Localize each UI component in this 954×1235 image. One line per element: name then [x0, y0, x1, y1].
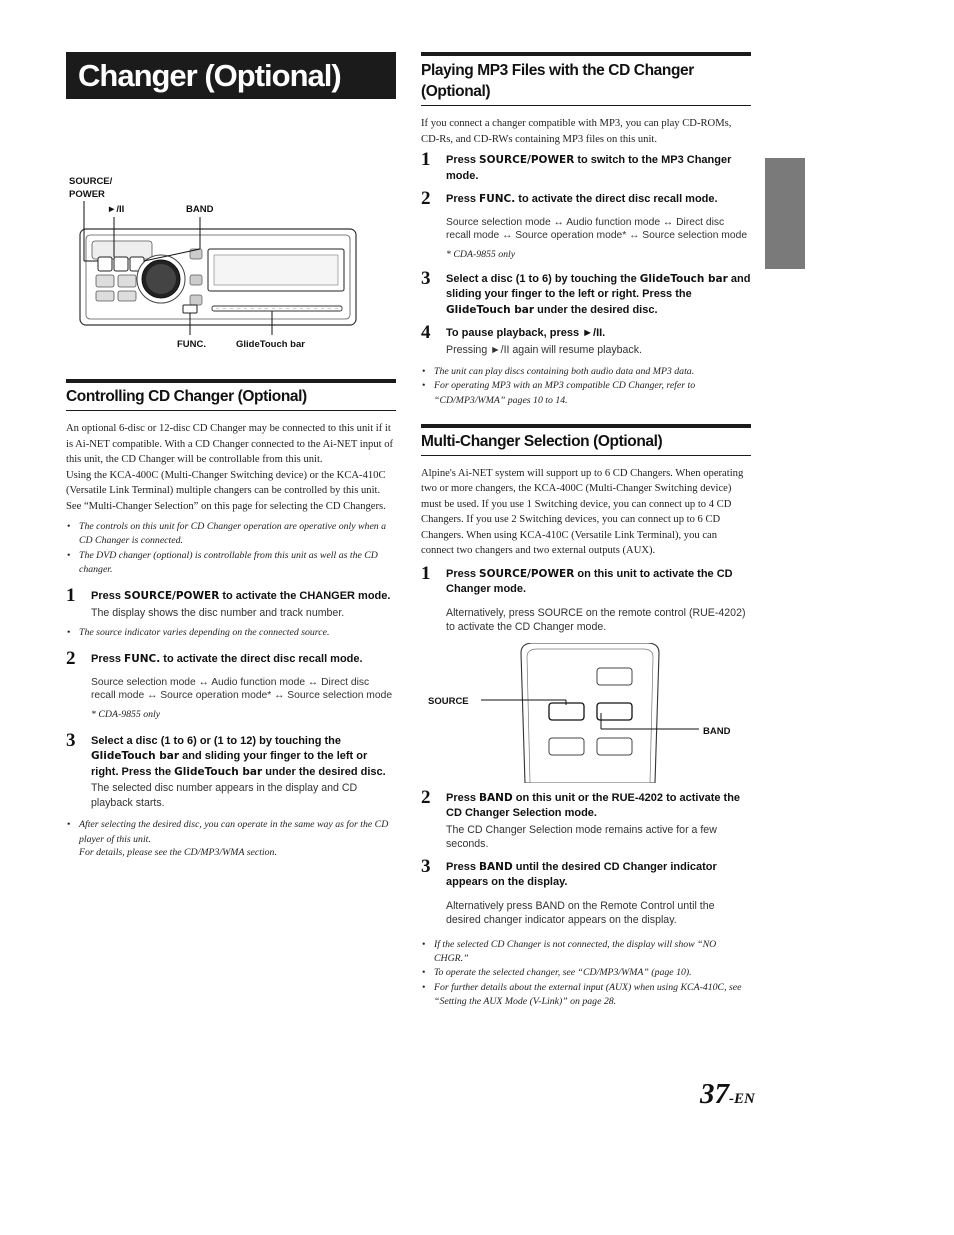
step-text: Press: [446, 154, 480, 166]
step-number: 2: [421, 786, 431, 808]
step-text: to switch to the MP3 Changer mode.: [446, 154, 732, 182]
step-instruction: [446, 791, 751, 822]
step-text: on this unit to activate the CD Changer mode.: [446, 567, 733, 596]
note-item: • To operate the selected changer, see “CD/MP3/WMA” (page 10).: [421, 966, 751, 980]
mp3-step-3: [421, 267, 751, 319]
note-item: • The source indicator varies depending on the connected source.: [66, 626, 396, 640]
step-keyword: SOURCE/POWER: [479, 154, 575, 166]
step-keyword: BAND: [479, 860, 513, 873]
step-keyword: FUNC.: [479, 193, 516, 205]
step-text: Press: [446, 791, 480, 804]
mp3-heading-line1: Playing MP3 Files with the CD Changer: [421, 62, 694, 79]
step-keyword: SOURCE/POWER: [479, 567, 575, 580]
multi-notes: [421, 938, 751, 1009]
mp3-notes: [421, 365, 751, 408]
step-text: under the desired disc.: [534, 303, 658, 316]
step-number: 2: [66, 648, 76, 670]
page-number: [700, 1078, 755, 1111]
remote-figure: [421, 643, 751, 783]
multi-para: Alpine's Ai-NET system will support up to 6 CD Changers. When operating two or more changers, the KCA-400C (Multi-Changer Switching device) must be used. If you use 1 Switching device, you can connect up to 4 CD Changers. If you use 2 Switching devices, you can connect up to 6 CD Changers. When using KCA-410C (Versatile Link Terminal), you can connect two changers and two external outputs (AUX).: [421, 467, 744, 557]
controlling-notes: [66, 520, 396, 577]
mp3-para: If you connect a changer compatible with MP3, you can play CD-ROMs, CD-Rs, and CD-RWs containing MP3 files on this unit.: [421, 118, 732, 145]
step-instruction: [91, 734, 396, 781]
multi-step-2: [421, 786, 751, 852]
step-text: to activate the CHANGER mode.: [219, 590, 391, 603]
mp3-heading: [421, 52, 751, 106]
step-footnote: * CDA-9855 only: [446, 248, 516, 260]
note-item: • For operating MP3 with an MP3 compatible CD Changer, refer to “CD/MP3/WMA” pages 10 to 14.: [421, 379, 751, 408]
step-number: 1: [421, 149, 431, 170]
right-column: [421, 52, 751, 1009]
step-number: 2: [421, 188, 431, 209]
note-item: • The unit can play discs containing both audio data and MP3 data.: [421, 365, 751, 379]
step-description: Alternatively, press SOURCE on the remote control (RUE-4202) to activate the CD Changer mode.: [446, 606, 746, 634]
step-number: 1: [421, 562, 431, 584]
step-instruction: [91, 652, 396, 668]
step-instruction: [91, 589, 396, 605]
step-number: 4: [421, 322, 431, 343]
step-text: and sliding your finger to the left or right. Press the: [91, 750, 368, 778]
step-text: to activate the direct disc recall mode.: [515, 193, 718, 205]
controlling-step-2: [66, 648, 396, 720]
label-glidetouch: GlideTouch bar: [236, 339, 305, 350]
step-instruction: [446, 567, 751, 598]
step-keyword: SOURCE/POWER: [124, 590, 220, 603]
controlling-para3: See “Multi-Changer Selection” on this page for selecting the CD Changers.: [66, 500, 386, 512]
controlling-para1: An optional 6-disc or 12-disc CD Changer may be connected to this unit if it is Ai-NET compatible. With a CD Changer connected to the Ai-NET input of this unit, the CD Changer will be controllable from this unit.: [66, 423, 394, 465]
head-unit-figure: [66, 99, 396, 379]
remote-drawing: [421, 643, 751, 783]
step-instruction: [446, 860, 751, 891]
step-text: Press: [91, 590, 125, 603]
left-column: [66, 52, 396, 858]
controlling-step-1: [66, 585, 396, 620]
step-description: Source selection mode ↔ Audio function mode ↔ Direct disc recall mode ↔ Source operation mode* ↔ Source selection mode: [446, 216, 748, 241]
step-number: 3: [421, 267, 431, 289]
mp3-step-1: [421, 149, 751, 184]
step-keyword: GlideTouch bar: [446, 303, 535, 316]
note-item: • The DVD changer (optional) is controllable from this unit as well as the CD changer.: [66, 549, 396, 578]
note-item: • If the selected CD Changer is not connected, the display will show “NO CHGR.”: [421, 938, 751, 967]
controlling-heading: Controlling CD Changer (Optional): [66, 379, 396, 411]
label-func: FUNC.: [177, 339, 207, 350]
head-unit-drawing: [66, 99, 396, 379]
step-keyword: GlideTouch bar: [639, 272, 728, 285]
step-text: Press: [446, 567, 480, 580]
step-text: Select a disc (1 to 6) by touching the: [446, 272, 640, 285]
mp3-step-4: [421, 322, 751, 357]
controlling-para2: Using the KCA-400C (Multi-Changer Switching device) or the KCA-410C (Versatile Link Terminal) multiple changers can be controlled by this unit.: [66, 469, 386, 496]
label-band: BAND: [186, 204, 214, 215]
step-instruction: [446, 272, 751, 319]
step-text: Press: [446, 193, 480, 205]
step-description: Alternatively press BAND on the Remote Control until the desired changer indicator appears on the display.: [446, 899, 715, 927]
final-notes: [66, 818, 396, 847]
step-keyword: GlideTouch bar: [174, 765, 263, 778]
step-footnote: * CDA-9855 only: [91, 708, 161, 720]
label-source-power-line2: POWER: [69, 189, 105, 200]
mp3-step-2: [421, 188, 751, 260]
step1-notes: [66, 626, 396, 640]
controlling-step-3: [66, 729, 396, 811]
label-play-pause: ►/II: [107, 204, 125, 215]
note-item: • For further details about the external input (AUX) when using KCA-410C, see “Setting the AUX Mode (V-Link)” on page 28.: [421, 981, 751, 1010]
mp3-heading-line2: (Optional): [421, 83, 491, 100]
multi-step-3: [421, 855, 751, 928]
side-tab-marker: [765, 158, 805, 269]
step-number: 1: [66, 585, 76, 607]
page-number-suffix: -EN: [729, 1091, 755, 1107]
step-description: The CD Changer Selection mode remains active for a few seconds.: [446, 823, 717, 851]
step-text: and sliding your finger to the left or right. Press the: [446, 272, 751, 300]
label-source-power-line1: SOURCE/: [69, 176, 113, 187]
step-instruction: To pause playback, press ►/II.: [446, 327, 606, 339]
multi-heading: Multi-Changer Selection (Optional): [421, 424, 751, 456]
page-title: Changer (Optional): [66, 52, 396, 99]
page-number-value: 37: [700, 1078, 729, 1110]
step-description: Pressing ►/II again will resume playback.: [446, 343, 642, 356]
step-keyword: FUNC.: [124, 653, 161, 666]
step-description: Source selection mode ↔ Audio function mode ↔ Direct disc recall mode ↔ Source operation mode* ↔ Source selection mode: [91, 676, 393, 702]
step-instruction: [446, 192, 751, 208]
note-item: • After selecting the desired disc, you can operate in the same way as for the CD player of this unit.: [66, 818, 396, 847]
step-text: Press: [446, 860, 480, 873]
step-text: to activate the direct disc recall mode.: [160, 653, 363, 666]
step-description: The selected disc number appears in the display and CD playback starts.: [91, 782, 358, 809]
step-text: Select a disc (1 to 6) or (1 to 12) by touching the: [91, 734, 341, 747]
step-keyword: GlideTouch bar: [91, 750, 180, 763]
step-keyword: BAND: [479, 791, 513, 804]
label-remote-source: SOURCE: [428, 695, 469, 707]
step-text: until the desired CD Changer indicator appears on the display.: [446, 860, 717, 889]
step-number: 3: [421, 855, 431, 877]
note-item: • The controls on this unit for CD Changer operation are operative only when a CD Changer is connected.: [66, 520, 396, 549]
step-number: 3: [66, 729, 76, 751]
final-note-details: For details, please see the CD/MP3/WMA section.: [79, 847, 277, 859]
multi-step-1: [421, 562, 751, 635]
label-remote-band: BAND: [703, 725, 731, 737]
step-text: on this unit or the RUE-4202 to activate the CD Changer Selection mode.: [446, 791, 741, 820]
step-description: The display shows the disc number and track number.: [91, 606, 345, 619]
step-text: Press: [91, 653, 125, 666]
step-instruction: [446, 153, 751, 184]
step-text: under the desired disc.: [262, 765, 386, 778]
